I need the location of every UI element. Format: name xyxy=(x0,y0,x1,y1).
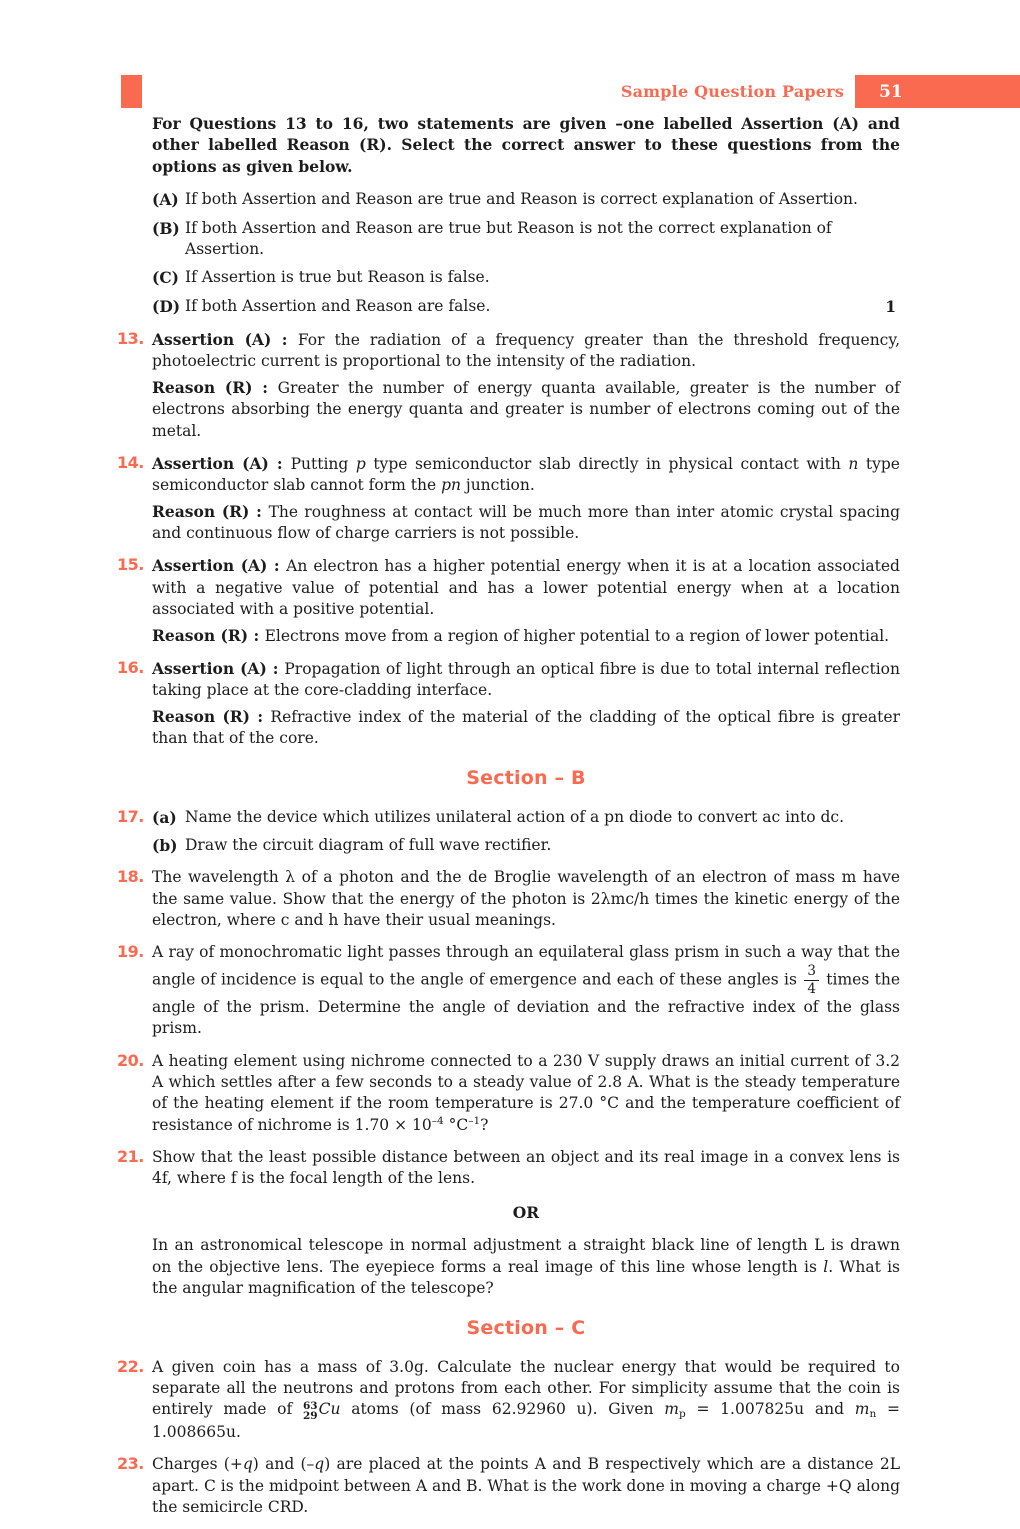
question-15-reason: Reason (R) : Electrons move from a region of higher potential to a region of lower potential. xyxy=(152,625,890,645)
question-20-text: A heating element using nichrome connected to a 230 V supply draws an initial current of 3.2 A which settles after a few seconds to a steady value of 2.8 A. What is the steady temperature of the heating element if the room temperature is 27.0 °C and the temperature coefficient of resistance of nichrome is $1.70 \times 10^{-4}$ $^\circ C^{-1}$? xyxy=(152,1051,900,1134)
question-20-number: 20. xyxy=(117,1050,144,1070)
question-17a-label: (a) xyxy=(152,807,177,827)
or-separator: OR xyxy=(512,1202,540,1222)
page-number-badge xyxy=(855,75,1020,108)
page-header xyxy=(621,75,1020,108)
option-b-text: If both Assertion and Reason are true but Reason is not the correct explanation of Assertion. xyxy=(185,218,832,258)
option-b-label: (B) xyxy=(152,218,180,238)
question-19-text: A ray of monochromatic light passes through an equilateral glass prism in such a way that the angle of incidence is equal to the angle of emergence and each of these angles is $\frac{3}{4}$ times the angle of the prism. Determine the angle of deviation and the refractive index of the glass prism. xyxy=(152,943,901,1038)
question-17b xyxy=(152,835,900,856)
question-16-assertion: Assertion (A) : Propagation of light through an optical fibre is due to total internal reflection taking place at the core-cladding interface. xyxy=(152,658,900,700)
question-14-number: 14. xyxy=(117,452,144,472)
question-16-number: 16. xyxy=(117,657,144,677)
question-21-number: 21. xyxy=(117,1147,144,1167)
question-14-assertion: Assertion (A) : Putting p type semiconductor slab directly in physical contact with n type semiconductor slab cannot form the pn junction. xyxy=(152,453,900,495)
question-22-number: 22. xyxy=(117,1356,144,1376)
question-15-assertion: Assertion (A) : An electron has a higher potential energy when it is at a location associated with a negative value of potential and has a lower potential energy when at a location associated with a positive potential. xyxy=(152,556,900,619)
question-14-reason: Reason (R) : The roughness at contact will be much more than inter atomic crystal spacing and continuous flow of charge carriers is not possible. xyxy=(152,501,900,542)
question-16 xyxy=(117,657,900,750)
question-22 xyxy=(117,1356,900,1444)
question-18 xyxy=(117,867,900,931)
question-22-text: A given coin has a mass of 3.0g. Calculate the nuclear energy that would be required to separate all the neutrons and protons from each other. For simplicity assume that the coin is entirely made of 63 29 Cu atoms (of mass 62.92960 u). Given $m_p = 1.007825u$ and $m_n = 1.008665u$. xyxy=(152,1357,900,1441)
option-d-text: If both Assertion and Reason are false. xyxy=(185,296,491,315)
section-c-heading: Section – C xyxy=(466,1317,586,1340)
question-17a-text: Name the device which utilizes unilateral action of a pn diode to convert ac into dc. xyxy=(185,807,845,826)
corner-accent-block xyxy=(121,75,142,108)
marks-value: 1 xyxy=(885,296,896,316)
question-23-number: 23. xyxy=(117,1454,144,1474)
question-21-text: Show that the least possible distance between an object and its real image in a convex lens is 4f, where f is the focal length of the lens. xyxy=(152,1148,900,1188)
option-d xyxy=(152,296,900,317)
option-c-text: If Assertion is true but Reason is false. xyxy=(185,268,490,287)
option-a xyxy=(152,189,900,210)
question-23-text: Charges (+q) and (–q) are placed at the points A and B respectively which are a distance 2L apart. C is the midpoint between A and B. What is the work done in moving a charge +Q along the semicircle CRD. xyxy=(152,1455,900,1516)
question-23 xyxy=(117,1454,900,1518)
option-a-label: (A) xyxy=(152,190,179,210)
question-17 xyxy=(117,806,900,857)
question-13-number: 13. xyxy=(117,329,144,348)
question-18-text: The wavelength λ of a photon and the de Broglie wavelength of an electron of mass m have the same value. Show that the energy of the photon is 2λmc/h times the kinetic energy of the electron, where c and h have their usual meanings. xyxy=(152,868,900,930)
question-17b-text: Draw the circuit diagram of full wave rectifier. xyxy=(185,835,552,854)
option-c-label: (C) xyxy=(152,268,180,288)
option-b xyxy=(152,218,900,261)
page-body xyxy=(117,113,901,1529)
question-18-number: 18. xyxy=(117,867,144,887)
isotope-63-29: 63 29 xyxy=(302,1399,318,1423)
assertion-reason-instructions: For Questions 13 to 16, two statements are given –one labelled Assertion (A) and other labelled Reason (R). Select the correct answer to these questions from the options as given below. xyxy=(152,114,900,176)
fraction-three-fourths: $\frac{3}{4}$ xyxy=(804,964,819,997)
question-21 xyxy=(117,1147,901,1299)
question-13-reason: Reason (R) : Greater the number of energy quanta available, greater is the number of electrons absorbing the energy quanta and greater is number of electrons coming out of the metal. xyxy=(152,377,900,440)
page-number: 51 xyxy=(879,81,903,102)
option-a-text: If both Assertion and Reason are true and Reason is correct explanation of Assertion. xyxy=(185,190,858,209)
question-13 xyxy=(117,329,900,442)
question-15-number: 15. xyxy=(117,555,144,575)
question-15 xyxy=(117,555,900,647)
question-21-alternative: In an astronomical telescope in normal adjustment a straight black line of length L is drawn on the objective lens. The eyepiece forms a real image of this line whose length is l. What is the angular magnification of the telescope? xyxy=(152,1236,901,1297)
header-title: Sample Question Papers xyxy=(620,82,844,101)
question-19 xyxy=(117,942,901,1039)
question-14 xyxy=(117,452,900,545)
question-17a xyxy=(152,807,900,828)
question-17-number: 17. xyxy=(117,806,144,826)
question-17b-label: (b) xyxy=(152,835,178,855)
option-d-label: (D) xyxy=(152,296,181,316)
section-b-heading: Section – B xyxy=(466,767,586,790)
question-19-number: 19. xyxy=(117,942,144,962)
option-c xyxy=(152,267,900,288)
question-20 xyxy=(117,1050,900,1137)
question-13-assertion: Assertion (A) : For the radiation of a frequency greater than the threshold frequency, photoelectric current is proportional to the intensity of the radiation. xyxy=(152,330,900,371)
question-16-reason: Reason (R) : Refractive index of the material of the cladding of the optical fibre is greater than that of the core. xyxy=(152,706,900,747)
